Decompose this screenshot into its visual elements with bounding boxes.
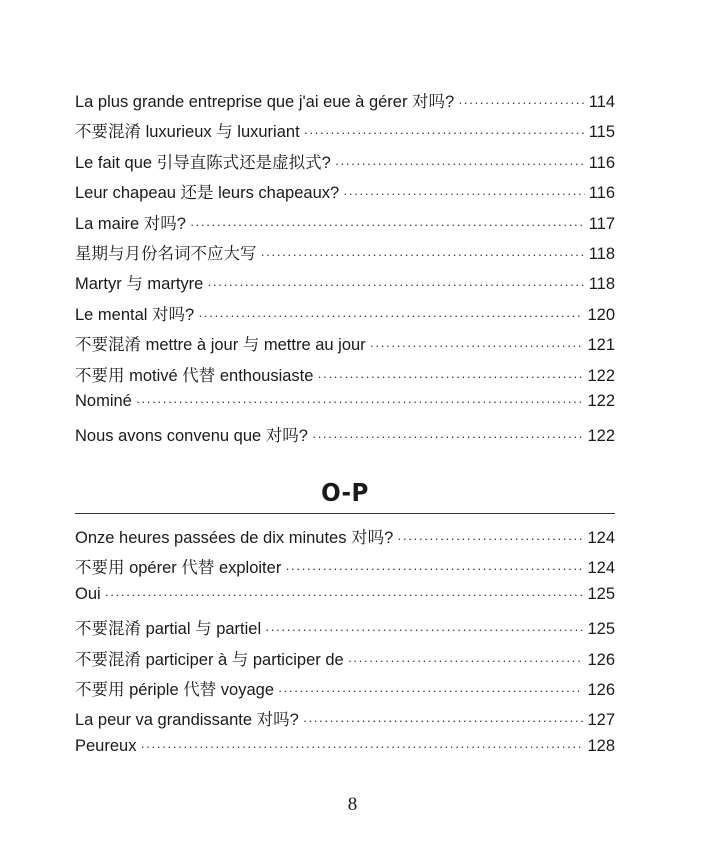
toc-entry-page: 125 bbox=[587, 584, 615, 603]
toc-entry bbox=[75, 301, 615, 331]
dot-leader bbox=[304, 125, 585, 140]
toc-entry-title: Oui bbox=[75, 584, 101, 603]
dot-leader bbox=[190, 217, 585, 232]
toc-entry bbox=[75, 422, 615, 452]
toc-entry-title: Peureux bbox=[75, 736, 137, 755]
dot-leader bbox=[140, 739, 583, 754]
dot-leader bbox=[265, 622, 583, 637]
toc-entry bbox=[75, 585, 615, 615]
toc-entry-page: 118 bbox=[588, 244, 615, 263]
toc-entry-title: Martyr 与 martyre bbox=[75, 275, 204, 294]
toc-entry bbox=[75, 706, 615, 736]
toc-entry bbox=[75, 331, 615, 361]
dot-leader bbox=[285, 561, 583, 576]
toc-entry-title: Le mental 对吗? bbox=[75, 305, 195, 324]
dot-leader bbox=[317, 369, 583, 384]
toc-entry-title: 不要混淆 luxurieux 与 luxuriant bbox=[75, 123, 300, 142]
dot-leader bbox=[312, 429, 583, 444]
toc-entry-title: 不要用 motivé 代替 enthousiaste bbox=[75, 366, 314, 385]
toc-entry bbox=[75, 554, 615, 584]
dot-leader bbox=[136, 394, 584, 409]
toc-entry bbox=[75, 270, 615, 300]
toc-entry-page: 115 bbox=[588, 123, 615, 142]
toc-section-o-p bbox=[75, 524, 615, 767]
toc-entry-title: 不要混淆 partial 与 partiel bbox=[75, 620, 262, 639]
toc-entry-title: Onze heures passées de dix minutes 对吗? bbox=[75, 529, 394, 547]
dot-leader bbox=[370, 338, 584, 353]
dot-leader bbox=[458, 95, 584, 110]
page-number: 8 bbox=[347, 794, 358, 815]
toc-entry bbox=[75, 118, 615, 148]
toc-entry-page: 122 bbox=[587, 366, 615, 385]
toc-entry bbox=[75, 615, 615, 645]
toc-entry bbox=[75, 362, 615, 392]
toc-entry bbox=[75, 240, 615, 270]
toc-entry-page: 122 bbox=[587, 427, 615, 446]
toc-entry-title: La plus grande entreprise que j'ai eue à gérer 对吗? bbox=[75, 93, 455, 111]
toc-entry-page: 124 bbox=[587, 529, 615, 547]
dot-leader bbox=[207, 277, 584, 292]
toc-entry-page: 127 bbox=[587, 711, 615, 730]
toc-entry-page: 126 bbox=[587, 650, 615, 669]
toc-entry bbox=[75, 179, 615, 209]
toc-entry-title: Le fait que 引导直陈式还是虚拟式? bbox=[75, 153, 331, 172]
dot-leader bbox=[198, 308, 583, 323]
toc-entry-page: 117 bbox=[588, 214, 615, 233]
dot-leader bbox=[261, 247, 585, 262]
toc-entry bbox=[75, 149, 615, 179]
dot-leader bbox=[105, 587, 584, 602]
toc-entry bbox=[75, 676, 615, 706]
dot-leader bbox=[397, 531, 583, 546]
toc-entry-page: 114 bbox=[588, 93, 615, 111]
toc-entry-title: Nous avons convenu que 对吗? bbox=[75, 427, 308, 446]
section-divider bbox=[75, 513, 615, 514]
toc-entry bbox=[75, 524, 615, 554]
toc-entry-title: 星期与月份名词不应大写 bbox=[75, 244, 257, 263]
dot-leader bbox=[335, 156, 585, 171]
toc-entry bbox=[75, 392, 615, 422]
dot-leader bbox=[343, 186, 585, 201]
toc-entry-title: La peur va grandissante 对吗? bbox=[75, 711, 299, 730]
section-heading: O-P bbox=[321, 478, 369, 507]
toc-entry-page: 125 bbox=[587, 620, 615, 639]
toc-entry-title: Nominé bbox=[75, 391, 132, 410]
toc-entry bbox=[75, 737, 615, 767]
toc-entry-page: 126 bbox=[587, 680, 615, 699]
toc-entry-title: 不要混淆 mettre à jour 与 mettre au jour bbox=[75, 336, 366, 355]
toc-entry-page: 116 bbox=[588, 153, 615, 172]
toc-entry-page: 116 bbox=[588, 184, 615, 203]
toc-entry-page: 121 bbox=[587, 336, 615, 355]
toc-entry-page: 128 bbox=[587, 736, 615, 755]
dot-leader bbox=[303, 713, 584, 728]
toc-entry bbox=[75, 88, 615, 118]
toc-entry-page: 122 bbox=[587, 391, 615, 410]
dot-leader bbox=[278, 683, 583, 698]
toc-entry-page: 118 bbox=[588, 275, 615, 294]
toc-entry-title: 不要用 opérer 代替 exploiter bbox=[75, 559, 282, 578]
toc-entry-title: Leur chapeau 还是 leurs chapeaux? bbox=[75, 184, 340, 203]
dot-leader bbox=[348, 653, 584, 668]
toc-entry-title: 不要用 périple 代替 voyage bbox=[75, 680, 274, 699]
toc-entry-title: La maire 对吗? bbox=[75, 214, 186, 233]
toc-entry-title: 不要混淆 participer à 与 participer de bbox=[75, 650, 344, 669]
toc-section-n bbox=[75, 88, 615, 453]
toc-entry bbox=[75, 210, 615, 240]
toc-entry-page: 120 bbox=[587, 305, 615, 324]
toc-entry-page: 124 bbox=[587, 559, 615, 578]
toc-entry bbox=[75, 646, 615, 676]
